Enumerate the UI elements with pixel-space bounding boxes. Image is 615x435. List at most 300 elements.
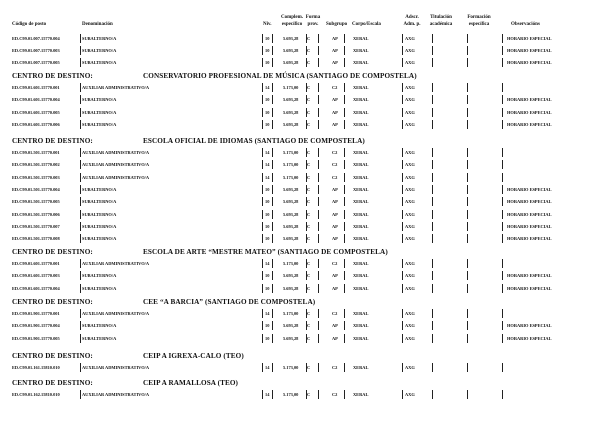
column-divider	[502, 309, 503, 318]
column-divider	[262, 210, 263, 219]
row-subgrupo: C2	[332, 392, 338, 397]
row-complemento: 5.693,28	[283, 60, 299, 66]
row-denominacion: SUBALTERNO/A	[82, 323, 117, 329]
row-corpo-escala: XERAL	[353, 365, 369, 370]
row-corpo-escala: XERAL	[353, 60, 369, 66]
column-divider	[402, 34, 403, 43]
table-row	[12, 160, 608, 169]
header-adm: Adm. p.	[403, 22, 421, 27]
row-denominacion: AUXILIAR ADMINISTRATIVO/A	[82, 85, 150, 90]
row-observacions: HORARIO ESPECIAL	[507, 223, 552, 229]
column-divider	[467, 197, 468, 206]
column-divider	[272, 271, 273, 280]
column-divider	[432, 390, 433, 399]
table-row	[12, 197, 608, 206]
row-subgrupo: AP	[332, 236, 338, 242]
row-observacions: HORARIO ESPECIAL	[507, 97, 552, 103]
column-divider	[402, 173, 403, 182]
header-especifica: específica	[468, 22, 490, 27]
row-observacions: HORARIO ESPECIAL	[507, 323, 552, 329]
row-nivel: 10	[265, 323, 270, 329]
row-forma-provision: C	[307, 60, 311, 66]
column-divider	[432, 83, 433, 92]
column-divider	[502, 197, 503, 206]
row-complemento: 5.693,28	[283, 323, 299, 329]
column-divider	[262, 390, 263, 399]
column-divider	[432, 234, 433, 243]
column-divider	[318, 210, 319, 219]
row-complemento: 5.693,28	[283, 211, 299, 217]
row-forma-provision: C	[307, 273, 311, 279]
column-divider	[344, 58, 345, 67]
column-divider	[80, 108, 81, 117]
column-divider	[402, 197, 403, 206]
column-divider	[318, 185, 319, 194]
table-row	[12, 108, 608, 117]
column-divider	[402, 95, 403, 104]
section-label: CENTRO DE DESTINO:	[12, 352, 93, 360]
column-divider	[432, 46, 433, 55]
column-divider	[402, 363, 403, 372]
row-denominacion: SUBALTERNO/A	[82, 223, 117, 229]
column-divider	[80, 173, 81, 182]
row-nivel: 10	[265, 35, 270, 41]
row-nivel: 10	[265, 60, 270, 66]
row-subgrupo: C2	[332, 365, 338, 370]
column-divider	[344, 309, 345, 318]
row-complemento: 5.693,28	[283, 47, 299, 53]
row-complemento: 5.693,28	[283, 199, 299, 205]
row-code: ED.C99.01.501.15770.008	[12, 236, 60, 242]
row-corpo-escala: XERAL	[353, 174, 369, 180]
row-subgrupo: AP	[332, 335, 338, 341]
column-divider	[262, 46, 263, 55]
column-divider	[262, 83, 263, 92]
column-divider	[402, 390, 403, 399]
column-divider	[402, 334, 403, 343]
row-forma-provision: C	[307, 285, 311, 291]
row-denominacion: SUBALTERNO/A	[82, 186, 117, 192]
column-divider	[502, 108, 503, 117]
header-formacion: Formación	[467, 15, 491, 20]
column-divider	[502, 363, 503, 372]
column-divider	[502, 259, 503, 268]
column-divider	[318, 160, 319, 169]
column-divider	[467, 173, 468, 182]
column-divider	[432, 334, 433, 343]
row-subgrupo: AP	[332, 211, 338, 217]
row-complemento: 5.173,00	[283, 392, 299, 397]
row-nivel: 10	[265, 97, 270, 103]
row-subgrupo: AP	[332, 47, 338, 53]
column-divider	[318, 284, 319, 293]
row-observacions: HORARIO ESPECIAL	[507, 211, 552, 217]
row-corpo-escala: XERAL	[353, 186, 369, 192]
row-forma-provision: C	[307, 97, 311, 103]
column-divider	[467, 390, 468, 399]
column-divider	[272, 363, 273, 372]
section-center-name: CEIP A IGREXA-CALO (TEO)	[143, 352, 244, 360]
row-corpo-escala: XERAL	[353, 199, 369, 205]
row-denominacion: SUBALTERNO/A	[82, 60, 117, 66]
row-code: ED.C99.01.501.15770.001	[12, 150, 60, 155]
column-divider	[262, 271, 263, 280]
column-divider	[318, 108, 319, 117]
column-divider	[344, 321, 345, 330]
column-divider	[262, 173, 263, 182]
row-code: ED.C99.01.501.15770.003	[12, 174, 60, 180]
column-divider	[272, 120, 273, 129]
row-corpo-escala: XERAL	[353, 392, 369, 397]
section-label: CENTRO DE DESTINO:	[12, 72, 93, 80]
column-divider	[344, 259, 345, 268]
section-label: CENTRO DE DESTINO:	[12, 248, 93, 256]
column-divider	[432, 363, 433, 372]
column-divider	[318, 271, 319, 280]
column-divider	[318, 363, 319, 372]
column-divider	[467, 46, 468, 55]
column-divider	[432, 309, 433, 318]
column-divider	[502, 390, 503, 399]
row-adscricion: AXG	[405, 97, 415, 103]
section-label: CENTRO DE DESTINO:	[12, 298, 93, 306]
column-divider	[432, 173, 433, 182]
column-divider	[80, 259, 81, 268]
row-adscricion: AXG	[405, 392, 415, 397]
row-adscricion: AXG	[405, 35, 415, 41]
header-denominacion: Denominación	[82, 22, 113, 27]
row-nivel: 10	[265, 186, 270, 192]
column-divider	[262, 222, 263, 231]
column-divider	[272, 83, 273, 92]
section-center-name: CEIP A RAMALLOSA (TEO)	[143, 379, 239, 387]
row-denominacion: SUBALTERNO/A	[82, 211, 117, 217]
column-divider	[262, 108, 263, 117]
table-row	[12, 271, 608, 280]
table-row	[12, 120, 608, 129]
row-denominacion: SUBALTERNO/A	[82, 335, 117, 341]
column-divider	[432, 95, 433, 104]
row-denominacion: AUXILIAR ADMINISTRATIVO/A	[82, 392, 150, 397]
row-denominacion: SUBALTERNO/A	[82, 97, 117, 103]
column-divider	[80, 284, 81, 293]
row-corpo-escala: XERAL	[353, 97, 369, 103]
row-corpo-escala: XERAL	[353, 35, 369, 41]
row-adscricion: AXG	[405, 211, 415, 217]
row-adscricion: AXG	[405, 223, 415, 229]
row-observacions: HORARIO ESPECIAL	[507, 35, 552, 41]
column-divider	[344, 334, 345, 343]
table-row	[12, 363, 608, 372]
column-divider	[80, 234, 81, 243]
row-denominacion: SUBALTERNO/A	[82, 236, 117, 242]
table-row	[12, 259, 608, 268]
row-nivel: 10	[265, 199, 270, 205]
column-divider	[467, 95, 468, 104]
row-forma-provision: C	[307, 323, 311, 329]
row-corpo-escala: XERAL	[353, 323, 369, 329]
row-forma-provision: C	[307, 85, 311, 90]
column-divider	[467, 321, 468, 330]
column-divider	[432, 222, 433, 231]
row-denominacion: SUBALTERNO/A	[82, 285, 117, 291]
row-subgrupo: C2	[332, 261, 338, 266]
column-divider	[467, 148, 468, 157]
header-niv: Niv.	[263, 22, 272, 27]
column-divider	[262, 58, 263, 67]
column-divider	[402, 148, 403, 157]
row-observacions: HORARIO ESPECIAL	[507, 47, 552, 53]
row-observacions: HORARIO ESPECIAL	[507, 273, 552, 279]
row-nivel: 10	[265, 211, 270, 217]
row-code: ED.C99.01.501.15770.002	[12, 162, 60, 168]
column-divider	[262, 334, 263, 343]
row-denominacion: SUBALTERNO/A	[82, 121, 117, 127]
row-adscricion: AXG	[405, 261, 415, 266]
row-forma-provision: C	[307, 211, 311, 217]
row-observacions: HORARIO ESPECIAL	[507, 121, 552, 127]
row-code: ED.C99.01.501.15770.007	[12, 223, 60, 229]
column-divider	[272, 148, 273, 157]
column-divider	[344, 185, 345, 194]
column-divider	[402, 284, 403, 293]
column-divider	[502, 210, 503, 219]
column-divider	[272, 284, 273, 293]
column-divider	[467, 259, 468, 268]
table-row	[12, 321, 608, 330]
row-subgrupo: AP	[332, 60, 338, 66]
row-complemento: 5.693,28	[283, 121, 299, 127]
column-divider	[262, 160, 263, 169]
column-divider	[80, 46, 81, 55]
row-corpo-escala: XERAL	[353, 285, 369, 291]
column-divider	[432, 160, 433, 169]
table-row	[12, 58, 608, 67]
column-divider	[467, 160, 468, 169]
column-divider	[262, 95, 263, 104]
column-divider	[80, 334, 81, 343]
column-divider	[432, 58, 433, 67]
row-corpo-escala: XERAL	[353, 261, 369, 266]
column-divider	[344, 108, 345, 117]
column-divider	[80, 210, 81, 219]
column-divider	[272, 309, 273, 318]
row-nivel: 10	[265, 223, 270, 229]
row-nivel: 10	[265, 236, 270, 242]
column-divider	[502, 185, 503, 194]
column-divider	[502, 83, 503, 92]
row-forma-provision: C	[307, 199, 311, 205]
row-code: ED.C99.01.601.15770.001	[12, 261, 60, 266]
column-divider	[262, 120, 263, 129]
row-adscricion: AXG	[405, 273, 415, 279]
table-row	[12, 284, 608, 293]
row-corpo-escala: XERAL	[353, 47, 369, 53]
table-row	[12, 390, 608, 399]
row-complemento: 5.173,00	[283, 85, 299, 90]
row-forma-provision: C	[307, 150, 311, 155]
column-divider	[432, 185, 433, 194]
row-forma-provision: C	[307, 261, 311, 266]
column-divider	[80, 185, 81, 194]
column-divider	[467, 34, 468, 43]
column-divider	[344, 173, 345, 182]
column-divider	[318, 321, 319, 330]
column-divider	[344, 120, 345, 129]
row-complemento: 5.173,00	[283, 162, 299, 168]
column-divider	[502, 173, 503, 182]
column-divider	[344, 34, 345, 43]
column-divider	[344, 148, 345, 157]
row-subgrupo: AP	[332, 273, 338, 279]
column-divider	[432, 148, 433, 157]
row-nivel: 14	[265, 365, 270, 370]
row-code: ED.C99.01.007.15770.003	[12, 47, 60, 53]
column-divider	[318, 222, 319, 231]
column-divider	[80, 34, 81, 43]
row-adscricion: AXG	[405, 236, 415, 242]
column-divider	[318, 173, 319, 182]
row-subgrupo: C2	[332, 150, 338, 155]
section-center-name: CEE “A BARCIA” (SANTIAGO DE COMPOSTELA)	[143, 298, 316, 306]
column-divider	[502, 160, 503, 169]
column-divider	[402, 46, 403, 55]
row-subgrupo: C2	[332, 174, 338, 180]
column-divider	[318, 46, 319, 55]
column-divider	[80, 120, 81, 129]
column-divider	[432, 34, 433, 43]
row-forma-provision: C	[307, 311, 311, 316]
column-divider	[80, 363, 81, 372]
column-divider	[344, 363, 345, 372]
row-denominacion: SUBALTERNO/A	[82, 35, 117, 41]
row-adscricion: AXG	[405, 162, 415, 168]
column-divider	[262, 309, 263, 318]
row-code: ED.C99.01.901.15770.004	[12, 323, 60, 329]
row-corpo-escala: XERAL	[353, 335, 369, 341]
row-complemento: 5.693,28	[283, 109, 299, 115]
row-complemento: 5.173,00	[283, 311, 299, 316]
section-center-name: ESCOLA DE ARTE “MESTRE MATEO” (SANTIAGO DE COMPOSTELA)	[143, 248, 388, 256]
column-divider	[272, 160, 273, 169]
column-divider	[272, 390, 273, 399]
row-corpo-escala: XERAL	[353, 121, 369, 127]
column-divider	[262, 185, 263, 194]
row-code: ED.C99.01.007.15770.004	[12, 35, 60, 41]
row-nivel: 14	[265, 85, 270, 90]
column-divider	[502, 34, 503, 43]
row-denominacion: AUXILIAR ADMINISTRATIVO/A	[82, 162, 150, 168]
table-row	[12, 83, 608, 92]
row-forma-provision: C	[307, 47, 311, 53]
column-divider	[80, 222, 81, 231]
row-forma-provision: C	[307, 186, 311, 192]
column-divider	[467, 83, 468, 92]
column-divider	[80, 95, 81, 104]
column-divider	[262, 259, 263, 268]
row-adscricion: AXG	[405, 311, 415, 316]
row-code: ED.C99.01.501.15770.006	[12, 211, 60, 217]
column-divider	[432, 259, 433, 268]
column-divider	[467, 234, 468, 243]
column-divider	[467, 210, 468, 219]
row-observacions: HORARIO ESPECIAL	[507, 199, 552, 205]
row-code: ED.C99.01.901.15770.005	[12, 335, 60, 341]
column-divider	[344, 234, 345, 243]
column-divider	[467, 284, 468, 293]
row-forma-provision: C	[307, 109, 311, 115]
row-code: ED.C99.01.601.15770.005	[12, 109, 60, 115]
row-observacions: HORARIO ESPECIAL	[507, 285, 552, 291]
row-observacions: HORARIO ESPECIAL	[507, 335, 552, 341]
column-divider	[502, 284, 503, 293]
column-divider	[344, 271, 345, 280]
column-divider	[467, 271, 468, 280]
row-code: ED.C99.01.501.15770.004	[12, 186, 60, 192]
column-divider	[80, 309, 81, 318]
row-corpo-escala: XERAL	[353, 273, 369, 279]
column-divider	[318, 197, 319, 206]
column-divider	[272, 234, 273, 243]
row-denominacion: AUXILIAR ADMINISTRATIVO/A	[82, 150, 150, 155]
row-code: ED.C99.01.501.15770.005	[12, 199, 60, 205]
table-row	[12, 309, 608, 318]
row-subgrupo: AP	[332, 121, 338, 127]
row-denominacion: AUXILIAR ADMINISTRATIVO/A	[82, 261, 150, 266]
table-row	[12, 173, 608, 182]
row-nivel: 10	[265, 335, 270, 341]
row-adscricion: AXG	[405, 335, 415, 341]
row-corpo-escala: XERAL	[353, 223, 369, 229]
row-corpo-escala: XERAL	[353, 109, 369, 115]
column-divider	[402, 120, 403, 129]
column-divider	[432, 321, 433, 330]
row-nivel: 10	[265, 273, 270, 279]
column-divider	[272, 334, 273, 343]
column-divider	[502, 58, 503, 67]
row-complemento: 5.693,28	[283, 223, 299, 229]
row-subgrupo: C2	[332, 311, 338, 316]
row-nivel: 14	[265, 311, 270, 316]
column-divider	[344, 222, 345, 231]
column-divider	[344, 160, 345, 169]
row-complemento: 5.693,28	[283, 236, 299, 242]
row-nivel: 10	[265, 121, 270, 127]
row-complemento: 5.693,28	[283, 97, 299, 103]
column-divider	[344, 390, 345, 399]
column-divider	[318, 309, 319, 318]
column-divider	[402, 321, 403, 330]
row-subgrupo: AP	[332, 285, 338, 291]
table-row	[12, 185, 608, 194]
row-denominacion: SUBALTERNO/A	[82, 273, 117, 279]
row-nivel: 14	[265, 162, 270, 168]
column-divider	[80, 197, 81, 206]
column-divider	[318, 148, 319, 157]
column-divider	[262, 363, 263, 372]
column-divider	[80, 160, 81, 169]
column-divider	[467, 120, 468, 129]
table-row	[12, 34, 608, 43]
column-divider	[344, 210, 345, 219]
row-subgrupo: C2	[332, 162, 338, 168]
row-forma-provision: C	[307, 223, 311, 229]
column-divider	[502, 120, 503, 129]
row-subgrupo: AP	[332, 199, 338, 205]
header-especifico: específico	[281, 22, 303, 27]
column-divider	[502, 321, 503, 330]
column-divider	[432, 271, 433, 280]
